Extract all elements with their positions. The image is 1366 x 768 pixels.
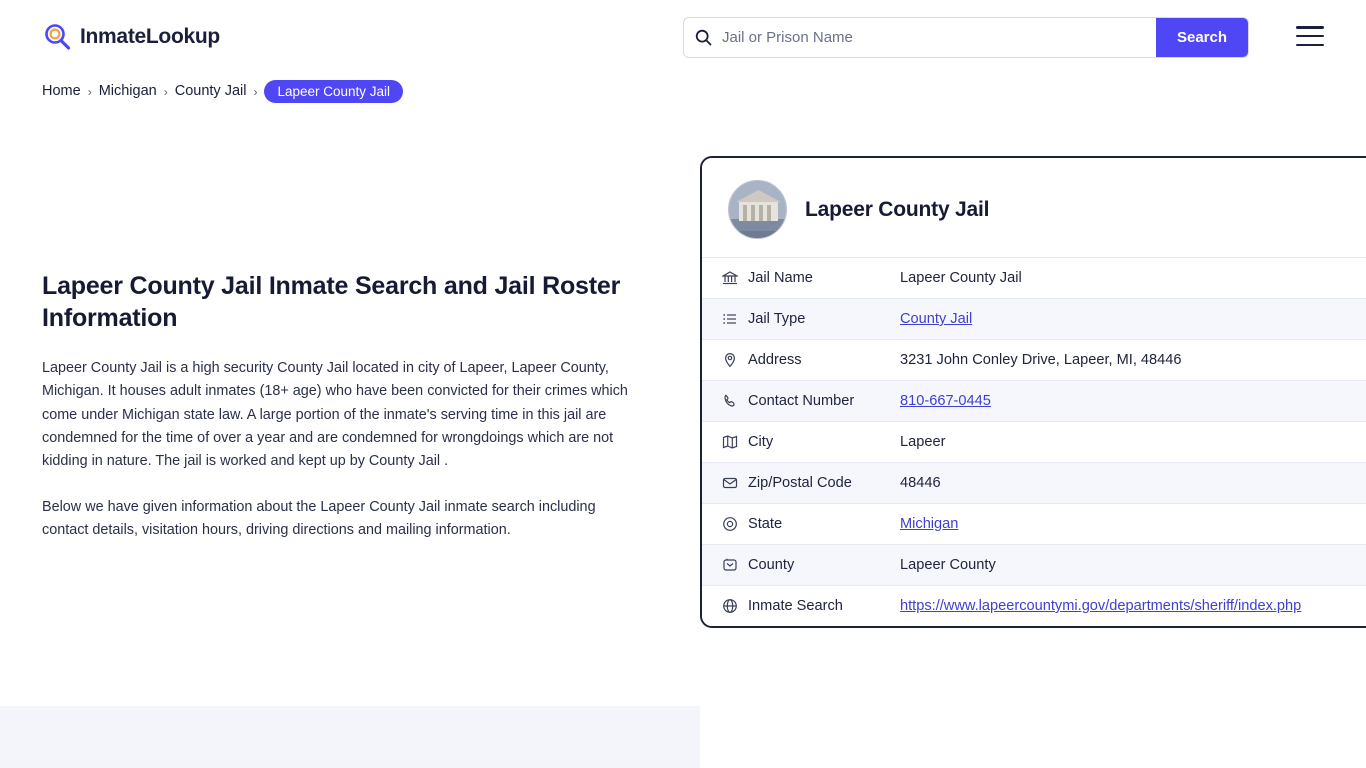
table-row <box>702 462 1366 503</box>
site-header <box>0 0 1366 74</box>
row-value: Lapeer <box>900 434 946 450</box>
row-label: City <box>748 434 774 450</box>
table-row <box>702 503 1366 544</box>
chevron-right-icon: › <box>253 85 258 99</box>
row-label: Address <box>748 352 802 368</box>
table-row <box>702 421 1366 462</box>
state-link[interactable]: Michigan <box>900 516 959 532</box>
card-title: Lapeer County Jail <box>805 197 990 221</box>
page-title: Lapeer County Jail Inmate Search and Jail Roster Information <box>42 272 621 332</box>
search-button[interactable]: Search <box>1156 18 1248 57</box>
globe-icon <box>722 598 748 614</box>
row-value: 48446 <box>900 475 941 491</box>
chevron-right-icon: › <box>87 85 92 99</box>
row-value: Lapeer County Jail <box>900 270 1022 286</box>
search-bar[interactable] <box>683 17 1249 58</box>
envelope-icon <box>722 475 748 491</box>
row-label: Contact Number <box>748 393 855 409</box>
description-paragraph-1: Lapeer County Jail is a high security County Jail located in city of Lapeer, Lapeer County, Michigan. It houses adult inmates (18+ age) who have been convicted for their crimes which come under Michigan state law. A large portion of the inmate's serving time in this jail are condemned for the time of over a year and are condemned for wrongdoings which are not kidding in nature. The jail is worked and kept up by County Jail . <box>42 360 628 470</box>
row-label: State <box>748 516 783 532</box>
breadcrumb-item-michigan[interactable]: Michigan <box>98 83 157 99</box>
bottom-section <box>0 706 1366 768</box>
breadcrumb <box>0 78 1366 104</box>
table-row <box>702 339 1366 380</box>
description-paragraph-2: Below we have given information about the Lapeer County Jail inmate search including contact details, visitation hours, driving directions and mailing information. <box>42 498 596 538</box>
magnifier-logo-icon <box>42 22 72 52</box>
table-row <box>702 298 1366 339</box>
inmate-search-link[interactable]: https://www.lapeercountymi.gov/departments/sheriff/index.php <box>900 598 1302 614</box>
bank-building-icon <box>722 270 748 286</box>
row-value: 3231 John Conley Drive, Lapeer, MI, 48446 <box>900 352 1182 368</box>
row-label: Inmate Search <box>748 598 843 614</box>
breadcrumb-item-home[interactable]: Home <box>42 83 81 99</box>
row-value: Lapeer County <box>900 557 996 573</box>
search-icon <box>684 29 722 46</box>
table-row <box>702 257 1366 298</box>
list-icon <box>722 311 748 327</box>
chevron-right-icon: › <box>163 85 168 99</box>
row-label: County <box>748 557 795 573</box>
hamburger-menu-icon[interactable] <box>1296 26 1324 46</box>
phone-icon <box>722 393 748 409</box>
jail-building-photo <box>728 180 787 239</box>
table-row <box>702 585 1366 626</box>
row-label: Zip/Postal Code <box>748 475 852 491</box>
map-icon <box>722 434 748 450</box>
bottom-white-block <box>700 706 1366 768</box>
phone-link[interactable]: 810-667-0445 <box>900 393 991 409</box>
row-label: Jail Type <box>748 311 806 327</box>
jail-info-card <box>700 156 1366 628</box>
card-header <box>702 158 1366 257</box>
search-input[interactable] <box>722 18 1156 57</box>
county-icon <box>722 557 748 573</box>
map-pin-icon <box>722 352 748 368</box>
table-row <box>702 380 1366 421</box>
main-content <box>42 270 642 564</box>
logo[interactable] <box>42 22 220 52</box>
table-row <box>702 544 1366 585</box>
breadcrumb-current: Lapeer County Jail <box>264 80 403 103</box>
breadcrumb-item-county-jail[interactable]: County Jail <box>174 83 247 99</box>
row-label: Jail Name <box>748 270 813 286</box>
logo-text: InmateLookup <box>80 25 220 48</box>
jail-type-link[interactable]: County Jail <box>900 311 973 327</box>
badge-icon <box>722 516 748 532</box>
